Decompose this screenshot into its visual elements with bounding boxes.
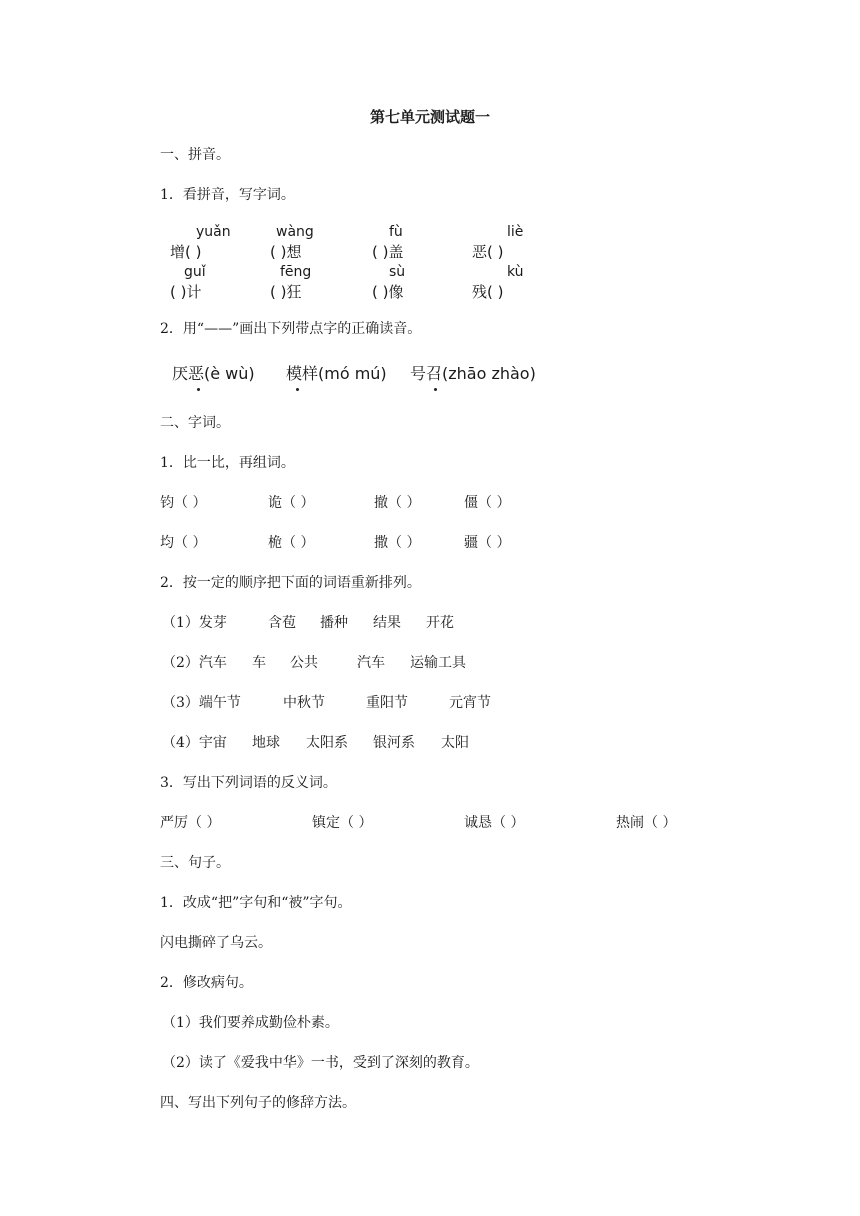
page-title: 第七单元测试题一 xyxy=(369,108,490,126)
order-word: 含苞 xyxy=(268,615,296,631)
reading-choice: 厌恶(è wù) xyxy=(172,364,255,383)
order-word: （2）汽车 xyxy=(162,655,227,671)
order-word: 银河系 xyxy=(373,735,415,751)
pinyin-answer-blank: ( )像 xyxy=(372,283,404,301)
q3-1-label: 1．改成“把”字句和“被”字句。 xyxy=(160,895,352,911)
order-word: （3）端午节 xyxy=(162,695,241,711)
pinyin: fù xyxy=(389,224,403,240)
q3-1-sentence: 闪电撕碎了乌云。 xyxy=(160,935,272,951)
pinyin-answer-blank: ( )狂 xyxy=(270,283,302,301)
compare-item: 撤（ ） xyxy=(374,495,421,511)
pinyin-answer-blank: 残( ) xyxy=(472,283,504,301)
compare-item: 僵（ ） xyxy=(464,495,511,511)
order-word: 元宵节 xyxy=(449,695,491,711)
q3-2-label: 2．修改病句。 xyxy=(160,975,253,991)
faulty-sentence: （1）我们要养成勤俭朴素。 xyxy=(162,1015,339,1031)
section-2-heading: 二、字词。 xyxy=(160,415,230,431)
section-1-heading: 一、拼音。 xyxy=(160,147,230,163)
reading-choice: 号召(zhāo zhào) xyxy=(410,364,536,383)
order-word: 车 xyxy=(252,655,266,671)
order-word: 中秋节 xyxy=(283,695,325,711)
order-word: 公共 xyxy=(290,655,318,671)
compare-item: 钧（ ） xyxy=(160,495,207,511)
compare-item: 疆（ ） xyxy=(464,535,511,551)
order-word: 开花 xyxy=(426,615,454,631)
order-word: 太阳系 xyxy=(306,735,348,751)
pinyin: wàng xyxy=(276,224,314,240)
order-word: 太阳 xyxy=(441,735,469,751)
pinyin: kù xyxy=(507,264,524,280)
order-word: 地球 xyxy=(252,735,280,751)
order-word: （1）发芽 xyxy=(162,615,227,631)
antonym-item: 热闹（ ） xyxy=(616,815,677,831)
pinyin-answer-blank: 增( ) xyxy=(170,243,202,261)
antonym-item: 镇定（ ） xyxy=(312,815,373,831)
reading-choice: 模样(mó mú) xyxy=(286,364,387,383)
q1-2-label: 2．用“——”画出下列带点字的正确读音。 xyxy=(160,321,422,337)
pinyin: yuǎn xyxy=(196,224,231,240)
pinyin-answer-blank: ( )想 xyxy=(270,243,302,261)
compare-item: 撒（ ） xyxy=(374,535,421,551)
q2-1-label: 1．比一比，再组词。 xyxy=(160,455,295,471)
pinyin-answer-blank: ( )计 xyxy=(170,283,202,301)
pinyin-answer-blank: ( )盖 xyxy=(372,243,404,261)
order-word: （4）宇宙 xyxy=(162,735,227,751)
q1-1-label: 1．看拼音，写字词。 xyxy=(160,187,295,203)
faulty-sentence: （2）读了《爱我中华》一书，受到了深刻的教育。 xyxy=(162,1055,479,1071)
order-word: 播种 xyxy=(320,615,348,631)
section-4-heading: 四、写出下列句子的修辞方法。 xyxy=(160,1095,356,1111)
emphasis-dot xyxy=(296,388,299,391)
compare-item: 诡（ ） xyxy=(268,495,315,511)
compare-item: 均（ ） xyxy=(160,535,207,551)
compare-item: 桅（ ） xyxy=(268,535,315,551)
pinyin: sù xyxy=(389,264,406,280)
order-word: 结果 xyxy=(373,615,401,631)
antonym-item: 严厉（ ） xyxy=(160,815,221,831)
order-word: 运输工具 xyxy=(410,655,466,671)
order-word: 重阳节 xyxy=(366,695,408,711)
antonym-item: 诚恳（ ） xyxy=(464,815,525,831)
pinyin: liè xyxy=(507,224,524,240)
q2-2-label: 2．按一定的顺序把下面的词语重新排列。 xyxy=(160,575,421,591)
emphasis-dot xyxy=(434,388,437,391)
pinyin: guǐ xyxy=(184,264,206,280)
pinyin-answer-blank: 恶( ) xyxy=(472,243,504,261)
pinyin: fēng xyxy=(280,264,312,280)
order-word: 汽车 xyxy=(357,655,385,671)
emphasis-dot xyxy=(197,388,200,391)
section-3-heading: 三、句子。 xyxy=(160,855,230,871)
q2-3-label: 3．写出下列词语的反义词。 xyxy=(160,775,337,791)
